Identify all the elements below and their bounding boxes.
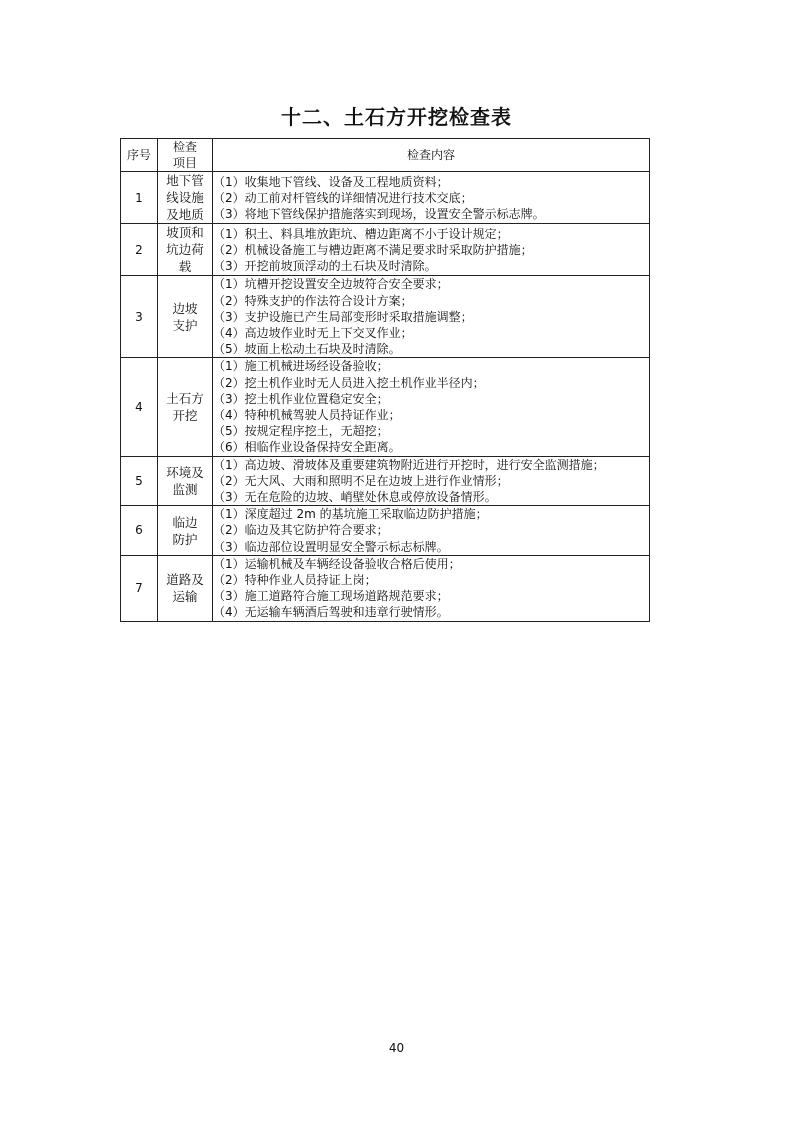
inspection-item [158,456,213,506]
row-number: 2 [121,224,158,276]
content-line: （3）支护设施已产生局部变形时采取措施调整； [213,309,473,324]
inspection-item [158,172,213,224]
table-row [121,172,650,224]
row-number: 4 [121,358,158,456]
content-line: （2）挖土机作业时无人员进入挖土机作业半径内； [213,375,485,390]
content-line: （5）按规定程序挖土，无超挖； [213,424,389,439]
header-content [213,139,650,172]
inspection-table [120,138,650,622]
content-line: （1）施工机械进场经设备验收； [213,359,389,374]
table-row [121,358,650,456]
content-line: （1）深度超过 2m 的基坑施工采取临边防护措施； [213,507,488,522]
content-line: （5）坡面上松动土石块及时清除。 [213,342,401,357]
content-line: （6）相临作业设备保持安全距离。 [213,440,401,455]
inspection-content [213,506,650,556]
inspection-content [213,555,650,621]
header-item-label: 检查 项目 [172,140,197,171]
content-line: （3）施工道路符合施工现场道路规范要求； [213,589,449,604]
header-no-label: 序号 [126,148,151,163]
content-line: （3）挖土机作业位置稳定安全； [213,391,389,406]
inspection-item-label: 坡顶和 坑边荷 载 [166,225,204,275]
row-number: 1 [121,172,158,224]
table-row [121,276,650,358]
page-title: 十二、土石方开挖检查表 [281,105,512,129]
table-row [121,456,650,506]
inspection-content [213,224,650,276]
content-line: （1）高边坡、滑坡体及重要建筑物附近进行开挖时，进行安全监测措施； [213,457,605,472]
content-line: （1）坑槽开挖设置安全边坡符合安全要求； [213,277,449,292]
inspection-item-label: 边坡 支护 [172,300,198,333]
inspection-item-label: 土石方 开挖 [166,391,204,424]
inspection-item-label: 临边 防护 [172,514,198,547]
inspection-item-label: 地下管 线设施 及地质 [166,173,204,223]
row-number: 3 [121,276,158,358]
inspection-item-label: 道路及 运输 [166,572,204,605]
table-row [121,555,650,621]
page-number: 40 [388,1041,405,1055]
inspection-item [158,224,213,276]
content-line: （3）临边部位设置明显安全警示标志标牌。 [213,539,449,554]
content-line: （2）特殊支护的作法符合设计方案； [213,293,413,308]
row-number: 5 [121,456,158,506]
content-line: （4）特种机械驾驶人员持证作业； [213,408,401,423]
content-line: （3）将地下管线保护措施落实到现场，设置安全警示标志牌。 [213,207,545,221]
inspection-content [213,358,650,456]
inspection-content [213,276,650,358]
inspection-item [158,555,213,621]
inspection-item-label: 环境及 监测 [166,464,204,497]
inspection-item [158,276,213,358]
content-line: （2）无大风、大雨和照明不足在边坡上进行作业情形； [213,473,509,488]
content-line: （3）无在危险的边坡、峭壁处休息或停放设备情形。 [213,490,497,505]
content-line: （3）开挖前坡顶浮动的土石块及时清除。 [213,259,437,273]
content-line: （4）高边坡作业时无上下交叉作业； [213,326,413,341]
content-line: （2）动工前对杆管线的详细情况进行技术交底； [213,190,473,205]
content-line: （1）收集地下管线、设备及工程地质资料； [213,174,449,189]
inspection-content [213,172,650,224]
header-item [158,139,213,172]
header-content-label: 检查内容 [406,148,455,163]
content-line: （1）积土、料具堆放距坑、槽边距离不小于设计规定； [213,226,509,241]
content-line: （2）临边及其它防护符合要求； [213,523,389,538]
inspection-item [158,358,213,456]
content-line: （4）无运输车辆酒后驾驶和违章行驶情形。 [213,605,449,620]
table-row [121,506,650,556]
row-number: 7 [121,555,158,621]
content-line: （2）机械设备施工与槽边距离不满足要求时采取防护措施； [213,242,533,257]
header-no [121,139,158,172]
table-header-row [121,139,650,172]
row-number: 6 [121,506,158,556]
content-line: （2）特种作业人员持证上岗； [213,573,377,588]
inspection-content [213,456,650,506]
table-row [121,224,650,276]
inspection-item [158,506,213,556]
content-line: （1）运输机械及车辆经设备验收合格后使用； [213,556,461,571]
